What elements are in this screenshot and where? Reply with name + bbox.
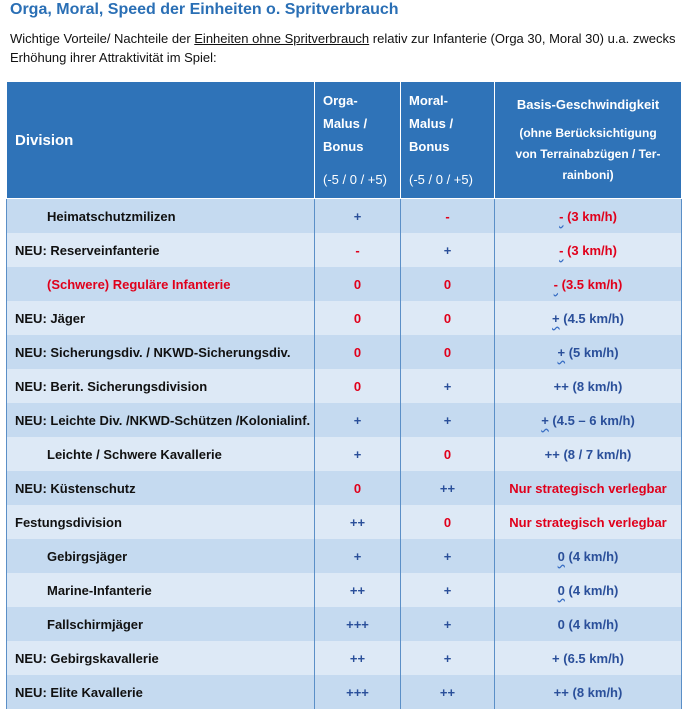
division-cell: Festungsdivision bbox=[7, 505, 315, 539]
speed-value: (5 km/h) bbox=[568, 344, 619, 360]
orga-cell: ++ bbox=[315, 573, 401, 607]
table-row bbox=[7, 471, 682, 505]
speed-value: (4.5 – 6 km/h) bbox=[552, 412, 635, 428]
units-table bbox=[6, 81, 682, 709]
header-moral-line3: Bonus bbox=[409, 139, 450, 154]
speed-value: (4 km/h) bbox=[568, 616, 619, 632]
header-speed bbox=[495, 82, 682, 199]
division-cell: NEU: Leichte Div. /NKWD-Schützen /Kolonialinf. bbox=[7, 403, 315, 437]
moral-cell: - bbox=[401, 199, 495, 234]
division-cell: (Schwere) Reguläre Infanterie bbox=[7, 267, 315, 301]
table-row bbox=[7, 607, 682, 641]
speed-value: (4 km/h) bbox=[568, 582, 619, 598]
intro-underlined: Einheiten ohne Spritverbrauch bbox=[194, 31, 370, 46]
speed-cell bbox=[495, 199, 682, 234]
header-speed-title: Basis-Geschwindigkeit bbox=[516, 97, 660, 112]
header-speed-note bbox=[495, 123, 681, 186]
moral-cell: + bbox=[401, 573, 495, 607]
moral-cell: 0 bbox=[401, 437, 495, 471]
header-moral-line2: Malus / bbox=[409, 116, 454, 131]
speed-value: (3.5 km/h) bbox=[561, 276, 623, 292]
speed-sign: ++ bbox=[553, 378, 569, 394]
moral-cell: ++ bbox=[401, 471, 495, 505]
document-title: Orga, Moral, Speed der Einheiten o. Spritverbrauch bbox=[10, 1, 399, 18]
header-orga-range: (-5 / 0 / +5) bbox=[323, 172, 387, 187]
speed-value: (8 / 7 km/h) bbox=[563, 446, 632, 462]
orga-cell: + bbox=[315, 437, 401, 471]
speed-sign: - bbox=[553, 276, 559, 292]
moral-cell: + bbox=[401, 539, 495, 573]
header-speed-note1: (ohne Berücksichtigung bbox=[519, 126, 657, 140]
division-cell: NEU: Reserveinfanterie bbox=[7, 233, 315, 267]
speed-cell bbox=[495, 369, 682, 403]
speed-cell bbox=[495, 301, 682, 335]
moral-cell: 0 bbox=[401, 267, 495, 301]
moral-cell: 0 bbox=[401, 335, 495, 369]
intro-paragraph bbox=[10, 29, 680, 67]
division-cell: Heimatschutzmilizen bbox=[7, 199, 315, 234]
moral-cell: + bbox=[401, 403, 495, 437]
speed-cell bbox=[495, 539, 682, 573]
header-row bbox=[7, 82, 682, 199]
division-cell: NEU: Gebirgskavallerie bbox=[7, 641, 315, 675]
orga-cell: + bbox=[315, 199, 401, 234]
table-row bbox=[7, 267, 682, 301]
moral-cell: 0 bbox=[401, 301, 495, 335]
header-speed-note2: von Terrainabzügen / Ter- bbox=[515, 147, 661, 161]
speed-cell bbox=[495, 607, 682, 641]
orga-cell: + bbox=[315, 403, 401, 437]
moral-cell: 0 bbox=[401, 505, 495, 539]
division-cell: Gebirgsjäger bbox=[7, 539, 315, 573]
speed-cell bbox=[495, 471, 682, 505]
orga-cell: 0 bbox=[315, 335, 401, 369]
moral-cell: + bbox=[401, 369, 495, 403]
header-moral bbox=[401, 82, 495, 199]
speed-value: Nur strategisch verlegbar bbox=[509, 480, 667, 496]
division-cell: NEU: Küstenschutz bbox=[7, 471, 315, 505]
speed-cell bbox=[495, 505, 682, 539]
division-cell: NEU: Jäger bbox=[7, 301, 315, 335]
speed-cell bbox=[495, 267, 682, 301]
table-row bbox=[7, 675, 682, 709]
intro-text-2: relativ zur Infanterie (Orga 30, Moral 30) u.a. zwecks Erhöhung ihrer Attraktivität im Spiel: bbox=[10, 31, 676, 65]
header-moral-range: (-5 / 0 / +5) bbox=[409, 172, 473, 187]
moral-cell: + bbox=[401, 607, 495, 641]
header-speed-note3: rainboni) bbox=[562, 168, 614, 182]
table-row bbox=[7, 335, 682, 369]
speed-cell bbox=[495, 403, 682, 437]
speed-value: Nur strategisch verlegbar bbox=[509, 514, 667, 530]
speed-sign: 0 bbox=[557, 616, 565, 632]
speed-sign: 0 bbox=[557, 548, 565, 564]
table-row bbox=[7, 403, 682, 437]
moral-cell: ++ bbox=[401, 675, 495, 709]
speed-sign: - bbox=[559, 242, 564, 258]
speed-cell bbox=[495, 335, 682, 369]
speed-value: (3 km/h) bbox=[567, 242, 617, 258]
speed-value: (8 km/h) bbox=[572, 684, 623, 700]
division-cell: NEU: Sicherungsdiv. / NKWD-Sicherungsdiv. bbox=[7, 335, 315, 369]
orga-cell: 0 bbox=[315, 369, 401, 403]
speed-value: (4 km/h) bbox=[568, 548, 619, 564]
table-row bbox=[7, 505, 682, 539]
moral-cell: + bbox=[401, 641, 495, 675]
orga-cell: 0 bbox=[315, 471, 401, 505]
speed-cell bbox=[495, 437, 682, 471]
speed-sign: ++ bbox=[544, 446, 560, 462]
table-row bbox=[7, 301, 682, 335]
division-cell: Leichte / Schwere Kavallerie bbox=[7, 437, 315, 471]
orga-cell: 0 bbox=[315, 301, 401, 335]
header-orga-line2: Malus / bbox=[323, 116, 368, 131]
speed-cell bbox=[495, 641, 682, 675]
speed-cell bbox=[495, 675, 682, 709]
speed-sign: ++ bbox=[553, 684, 569, 700]
intro-text-1: Wichtige Vorteile/ Nachteile der bbox=[10, 31, 195, 46]
table-row bbox=[7, 573, 682, 607]
header-orga bbox=[315, 82, 401, 199]
speed-cell bbox=[495, 573, 682, 607]
division-cell: NEU: Berit. Sicherungsdivision bbox=[7, 369, 315, 403]
speed-sign: - bbox=[559, 208, 564, 224]
speed-sign: + bbox=[557, 344, 566, 360]
speed-sign: + bbox=[541, 412, 549, 428]
header-moral-line1: Moral- bbox=[409, 93, 448, 108]
header-orga-line3: Bonus bbox=[323, 139, 364, 154]
table-row bbox=[7, 539, 682, 573]
table-row bbox=[7, 641, 682, 675]
orga-cell: + bbox=[315, 539, 401, 573]
speed-sign: + bbox=[552, 650, 560, 666]
speed-cell bbox=[495, 233, 682, 267]
speed-value: (8 km/h) bbox=[572, 378, 623, 394]
speed-value: (3 km/h) bbox=[567, 208, 617, 224]
orga-cell: 0 bbox=[315, 267, 401, 301]
speed-sign: + bbox=[552, 310, 560, 326]
division-cell: Marine-Infanterie bbox=[7, 573, 315, 607]
orga-cell: - bbox=[315, 233, 401, 267]
speed-sign: 0 bbox=[557, 582, 565, 598]
division-cell: Fallschirmjäger bbox=[7, 607, 315, 641]
header-orga-line1: Orga- bbox=[323, 93, 358, 108]
table-row bbox=[7, 369, 682, 403]
table-row bbox=[7, 233, 682, 267]
division-cell: NEU: Elite Kavallerie bbox=[7, 675, 315, 709]
table-row bbox=[7, 199, 682, 234]
table-row bbox=[7, 437, 682, 471]
orga-cell: ++ bbox=[315, 641, 401, 675]
moral-cell: + bbox=[401, 233, 495, 267]
speed-value: (4.5 km/h) bbox=[563, 310, 624, 326]
orga-cell: ++ bbox=[315, 505, 401, 539]
orga-cell: +++ bbox=[315, 675, 401, 709]
speed-value: (6.5 km/h) bbox=[563, 650, 624, 666]
header-division: Division bbox=[7, 82, 315, 199]
orga-cell: +++ bbox=[315, 607, 401, 641]
